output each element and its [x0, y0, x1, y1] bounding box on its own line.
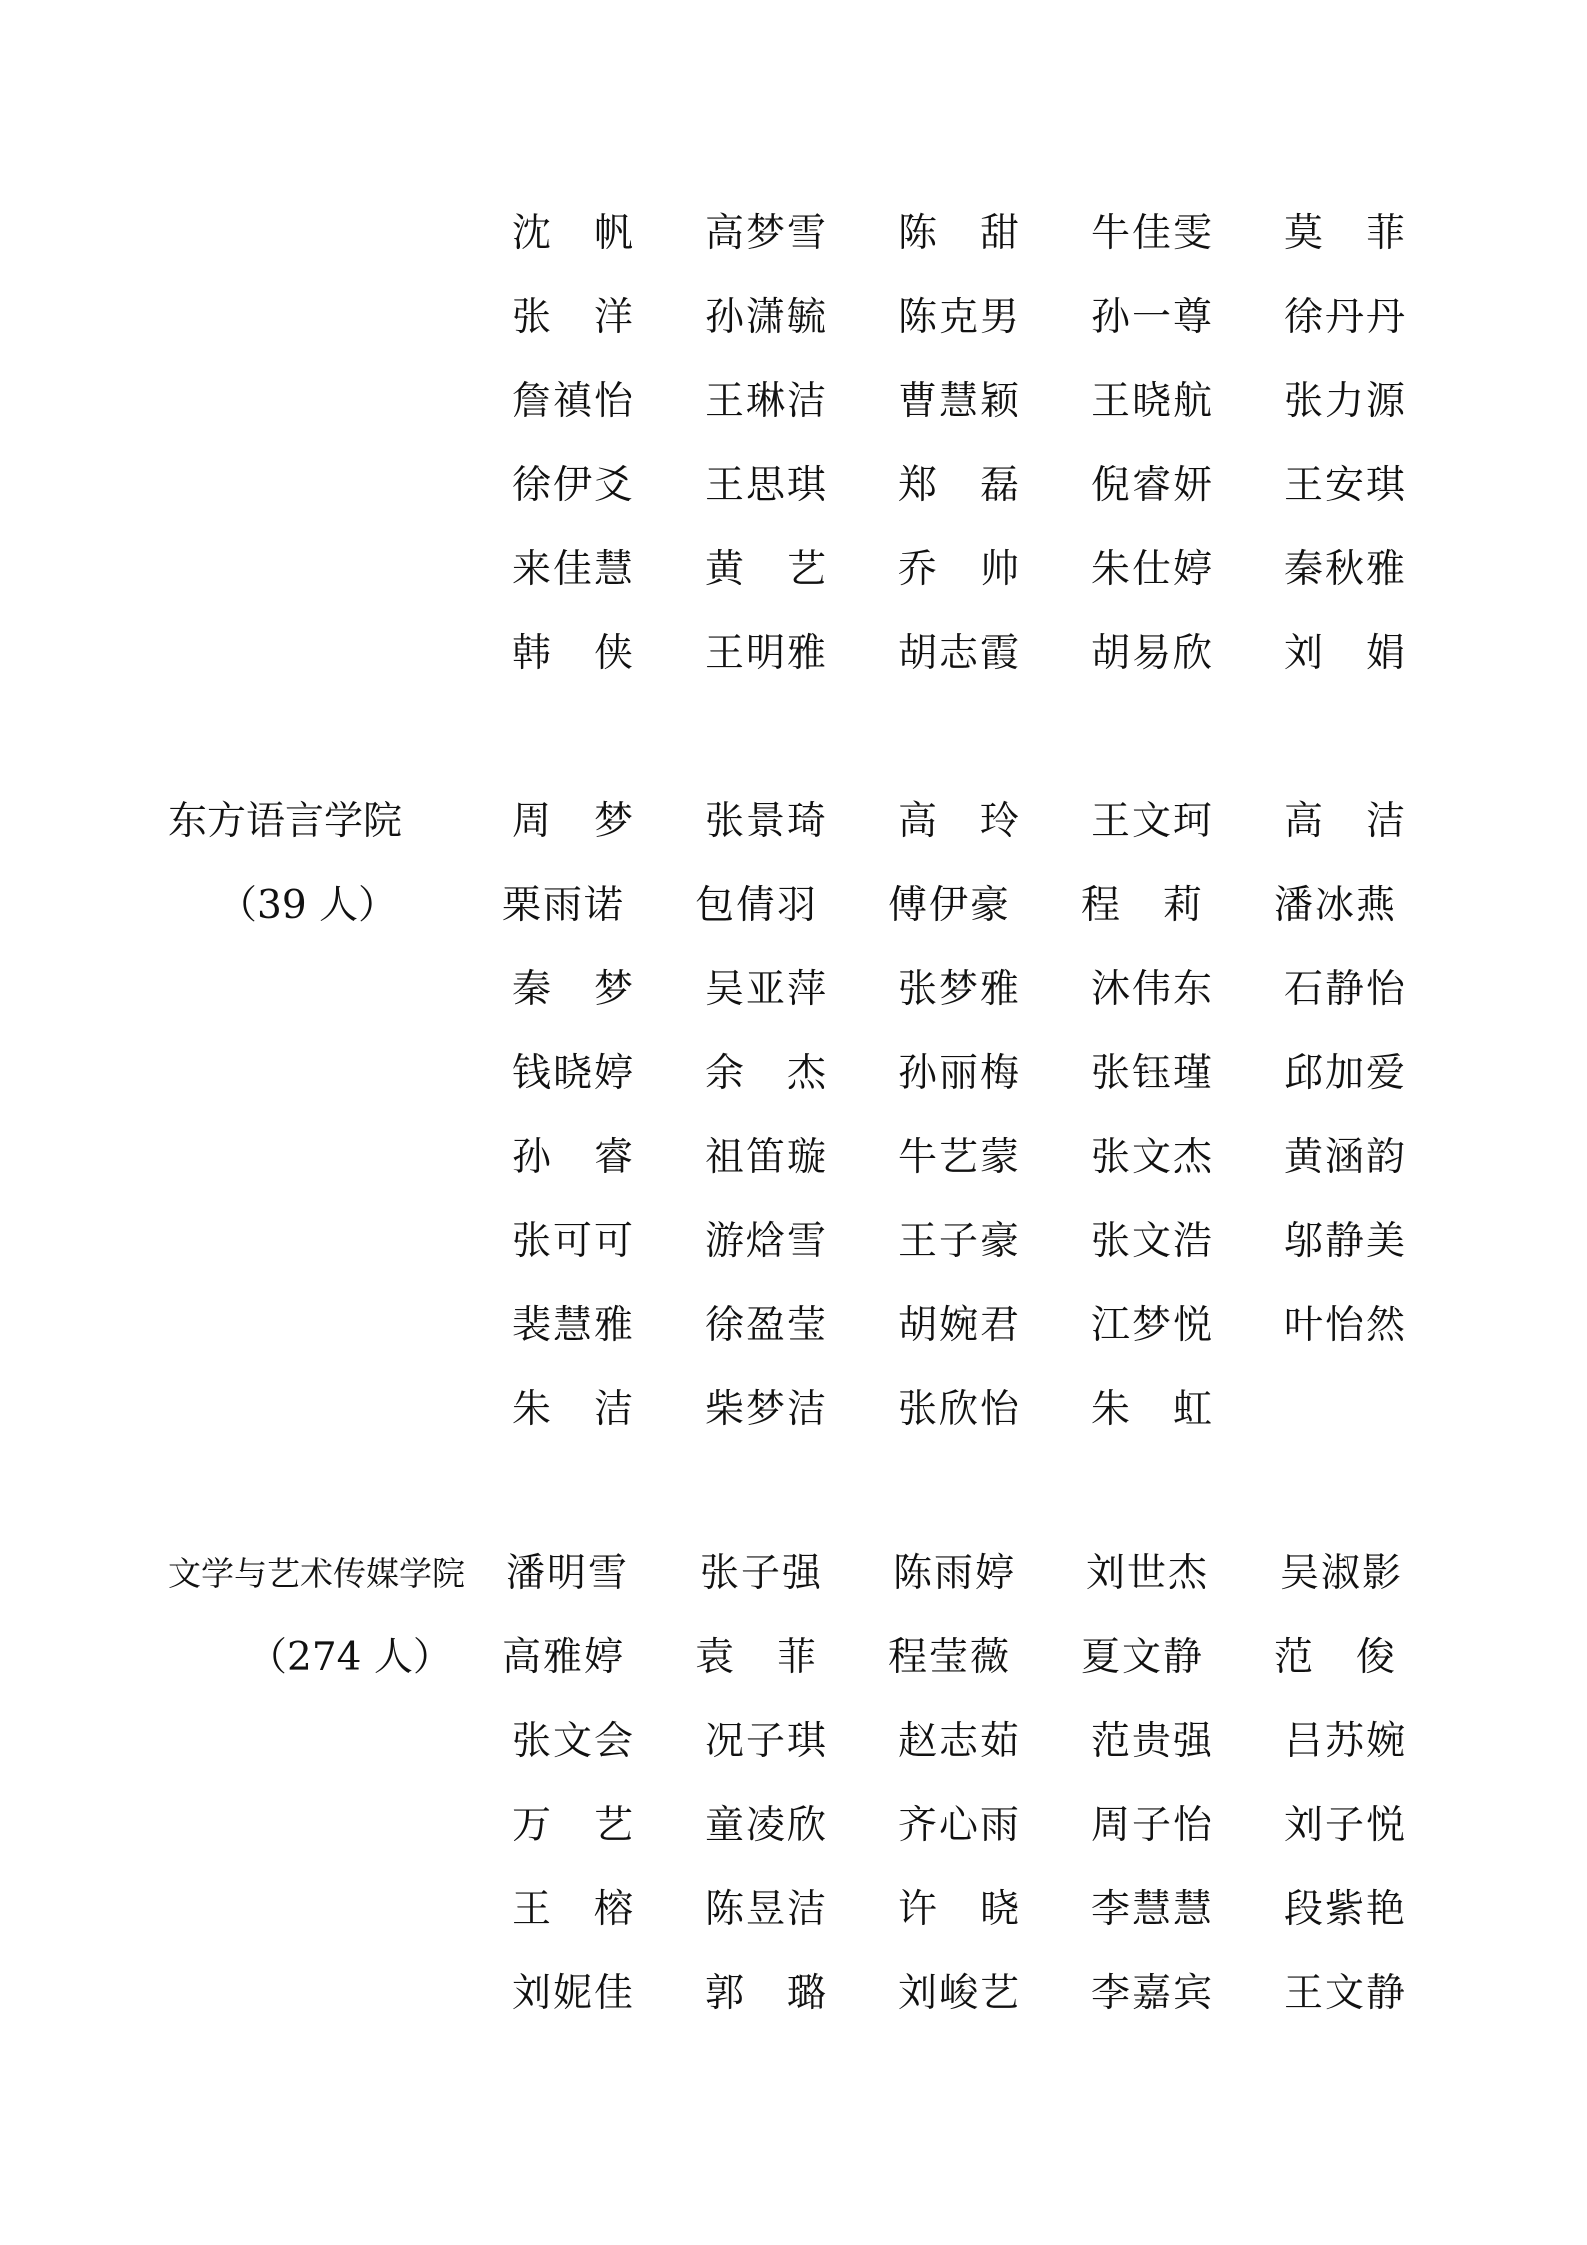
student-name: 刘世杰: [1086, 1551, 1210, 1596]
department-count: （39 人）: [218, 883, 398, 928]
student-name: 张梦雅: [898, 967, 1022, 1012]
student-name: 刘 娟: [1284, 631, 1408, 676]
student-name: 曹慧颖: [898, 379, 1022, 424]
name-row: [0, 612, 1587, 696]
student-name: 陈雨婷: [893, 1551, 1017, 1596]
student-name: 万 艺: [512, 1803, 636, 1848]
student-name: 石静怡: [1284, 967, 1408, 1012]
student-name: 周子怡: [1091, 1803, 1215, 1848]
student-name: 秦秋雅: [1284, 547, 1408, 592]
department-name: 文学与艺术传媒学院: [168, 1554, 465, 1593]
student-name: 栗雨诺: [502, 883, 626, 928]
student-name: 张文会: [512, 1719, 636, 1764]
name-row: [0, 780, 1587, 864]
student-name: 余 杰: [705, 1051, 829, 1096]
name-row: [0, 1368, 1587, 1452]
student-name: 孙丽梅: [898, 1051, 1022, 1096]
student-name: 孙一尊: [1091, 295, 1215, 340]
student-name: 詹禛怡: [512, 379, 636, 424]
name-row: [0, 1952, 1587, 2036]
student-name: 许 晓: [898, 1887, 1022, 1932]
student-name: 况子琪: [705, 1719, 829, 1764]
student-name: 高梦雪: [705, 211, 829, 256]
student-name: 潘明雪: [506, 1551, 630, 1596]
student-name: 黄 艺: [705, 547, 829, 592]
student-name: 胡易欣: [1091, 631, 1215, 676]
student-name: 王子豪: [898, 1219, 1022, 1264]
name-row: [0, 1784, 1587, 1868]
student-name: 刘子悦: [1284, 1803, 1408, 1848]
student-name: 沐伟东: [1091, 967, 1215, 1012]
student-name: 游焓雪: [705, 1219, 829, 1264]
student-name: 张力源: [1284, 379, 1408, 424]
name-row: [0, 1284, 1587, 1368]
student-name: 柴梦洁: [705, 1387, 829, 1432]
student-name: 胡婉君: [898, 1303, 1022, 1348]
student-name: 高 洁: [1284, 799, 1408, 844]
student-name: 乔 帅: [898, 547, 1022, 592]
student-name: 胡志霞: [898, 631, 1022, 676]
student-name: 高雅婷: [502, 1635, 626, 1680]
student-name: 李嘉宾: [1091, 1971, 1215, 2016]
name-row: [0, 948, 1587, 1032]
student-name: 邱加爱: [1284, 1051, 1408, 1096]
student-name: 来佳慧: [512, 547, 636, 592]
student-name: 朱 虹: [1091, 1387, 1215, 1432]
student-name: 王明雅: [705, 631, 829, 676]
student-name: 牛佳雯: [1091, 211, 1215, 256]
name-row: [0, 192, 1587, 276]
student-name: 徐丹丹: [1284, 295, 1408, 340]
student-name: 陈 甜: [898, 211, 1022, 256]
name-row: [0, 528, 1587, 612]
name-row: [0, 444, 1587, 528]
name-row: [0, 864, 1587, 948]
name-row: [0, 360, 1587, 444]
student-name: 吴亚萍: [705, 967, 829, 1012]
student-name: 刘妮佳: [512, 1971, 636, 2016]
student-name: 袁 菲: [695, 1635, 819, 1680]
name-row: [0, 1616, 1587, 1700]
student-name: 张欣怡: [898, 1387, 1022, 1432]
name-row: [0, 1700, 1587, 1784]
name-row: [0, 1532, 1587, 1616]
student-name: 程莹薇: [888, 1635, 1012, 1680]
student-name: 江梦悦: [1091, 1303, 1215, 1348]
student-name: 吴淑影: [1280, 1551, 1404, 1596]
student-name: 张可可: [512, 1219, 636, 1264]
student-name: 王文珂: [1091, 799, 1215, 844]
student-name: 包倩羽: [695, 883, 819, 928]
student-name: 郑 磊: [898, 463, 1022, 508]
student-name: 张景琦: [705, 799, 829, 844]
student-name: 王安琪: [1284, 463, 1408, 508]
student-name: 吕苏婉: [1284, 1719, 1408, 1764]
student-name: 范 俊: [1274, 1635, 1398, 1680]
student-name: 裴慧雅: [512, 1303, 636, 1348]
student-name: 黄涵韵: [1284, 1135, 1408, 1180]
student-name: 张子强: [700, 1551, 824, 1596]
name-row: [0, 1116, 1587, 1200]
student-name: 莫 菲: [1284, 211, 1408, 256]
student-name: 叶怡然: [1284, 1303, 1408, 1348]
student-name: 齐心雨: [898, 1803, 1022, 1848]
student-name: 刘峻艺: [898, 1971, 1022, 2016]
department-name: 东方语言学院: [168, 799, 403, 844]
student-name: 孙潇毓: [705, 295, 829, 340]
student-name: 郭 璐: [705, 1971, 829, 2016]
student-name: 沈 帆: [512, 211, 636, 256]
student-name: 张钰瑾: [1091, 1051, 1215, 1096]
student-name: 李慧慧: [1091, 1887, 1215, 1932]
name-row: [0, 276, 1587, 360]
student-name: 朱仕婷: [1091, 547, 1215, 592]
name-row: [0, 1032, 1587, 1116]
student-name: 孙 睿: [512, 1135, 636, 1180]
student-name: 徐伊爻: [512, 463, 636, 508]
student-name: 王晓航: [1091, 379, 1215, 424]
student-name: 王琳洁: [705, 379, 829, 424]
student-name: 傅伊豪: [888, 883, 1012, 928]
student-name: 朱 洁: [512, 1387, 636, 1432]
student-name: 段紫艳: [1284, 1887, 1408, 1932]
student-name: 张 洋: [512, 295, 636, 340]
student-name: 秦 梦: [512, 967, 636, 1012]
student-name: 倪睿妍: [1091, 463, 1215, 508]
student-name: 周 梦: [512, 799, 636, 844]
student-name: 潘冰燕: [1274, 883, 1398, 928]
student-name: 陈克男: [898, 295, 1022, 340]
student-name: 程 莉: [1081, 883, 1205, 928]
student-name: 徐盈莹: [705, 1303, 829, 1348]
name-row: [0, 1200, 1587, 1284]
student-name: 赵志茹: [898, 1719, 1022, 1764]
student-name: 高 玲: [898, 799, 1022, 844]
student-name: 张文浩: [1091, 1219, 1215, 1264]
name-row: [0, 1868, 1587, 1952]
student-name: 祖笛璇: [705, 1135, 829, 1180]
student-name: 邬静美: [1284, 1219, 1408, 1264]
student-name: 童凌欣: [705, 1803, 829, 1848]
student-name: 王思琪: [705, 463, 829, 508]
student-name: 夏文静: [1081, 1635, 1205, 1680]
student-name: 牛艺蒙: [898, 1135, 1022, 1180]
student-name: 韩 侠: [512, 631, 636, 676]
student-name: 张文杰: [1091, 1135, 1215, 1180]
student-name: 王文静: [1284, 1971, 1408, 2016]
student-name: 陈昱洁: [705, 1887, 829, 1932]
student-name: 范贵强: [1091, 1719, 1215, 1764]
student-name: 钱晓婷: [512, 1051, 636, 1096]
department-count: （274 人）: [248, 1635, 452, 1680]
student-name: 王 榕: [512, 1887, 636, 1932]
